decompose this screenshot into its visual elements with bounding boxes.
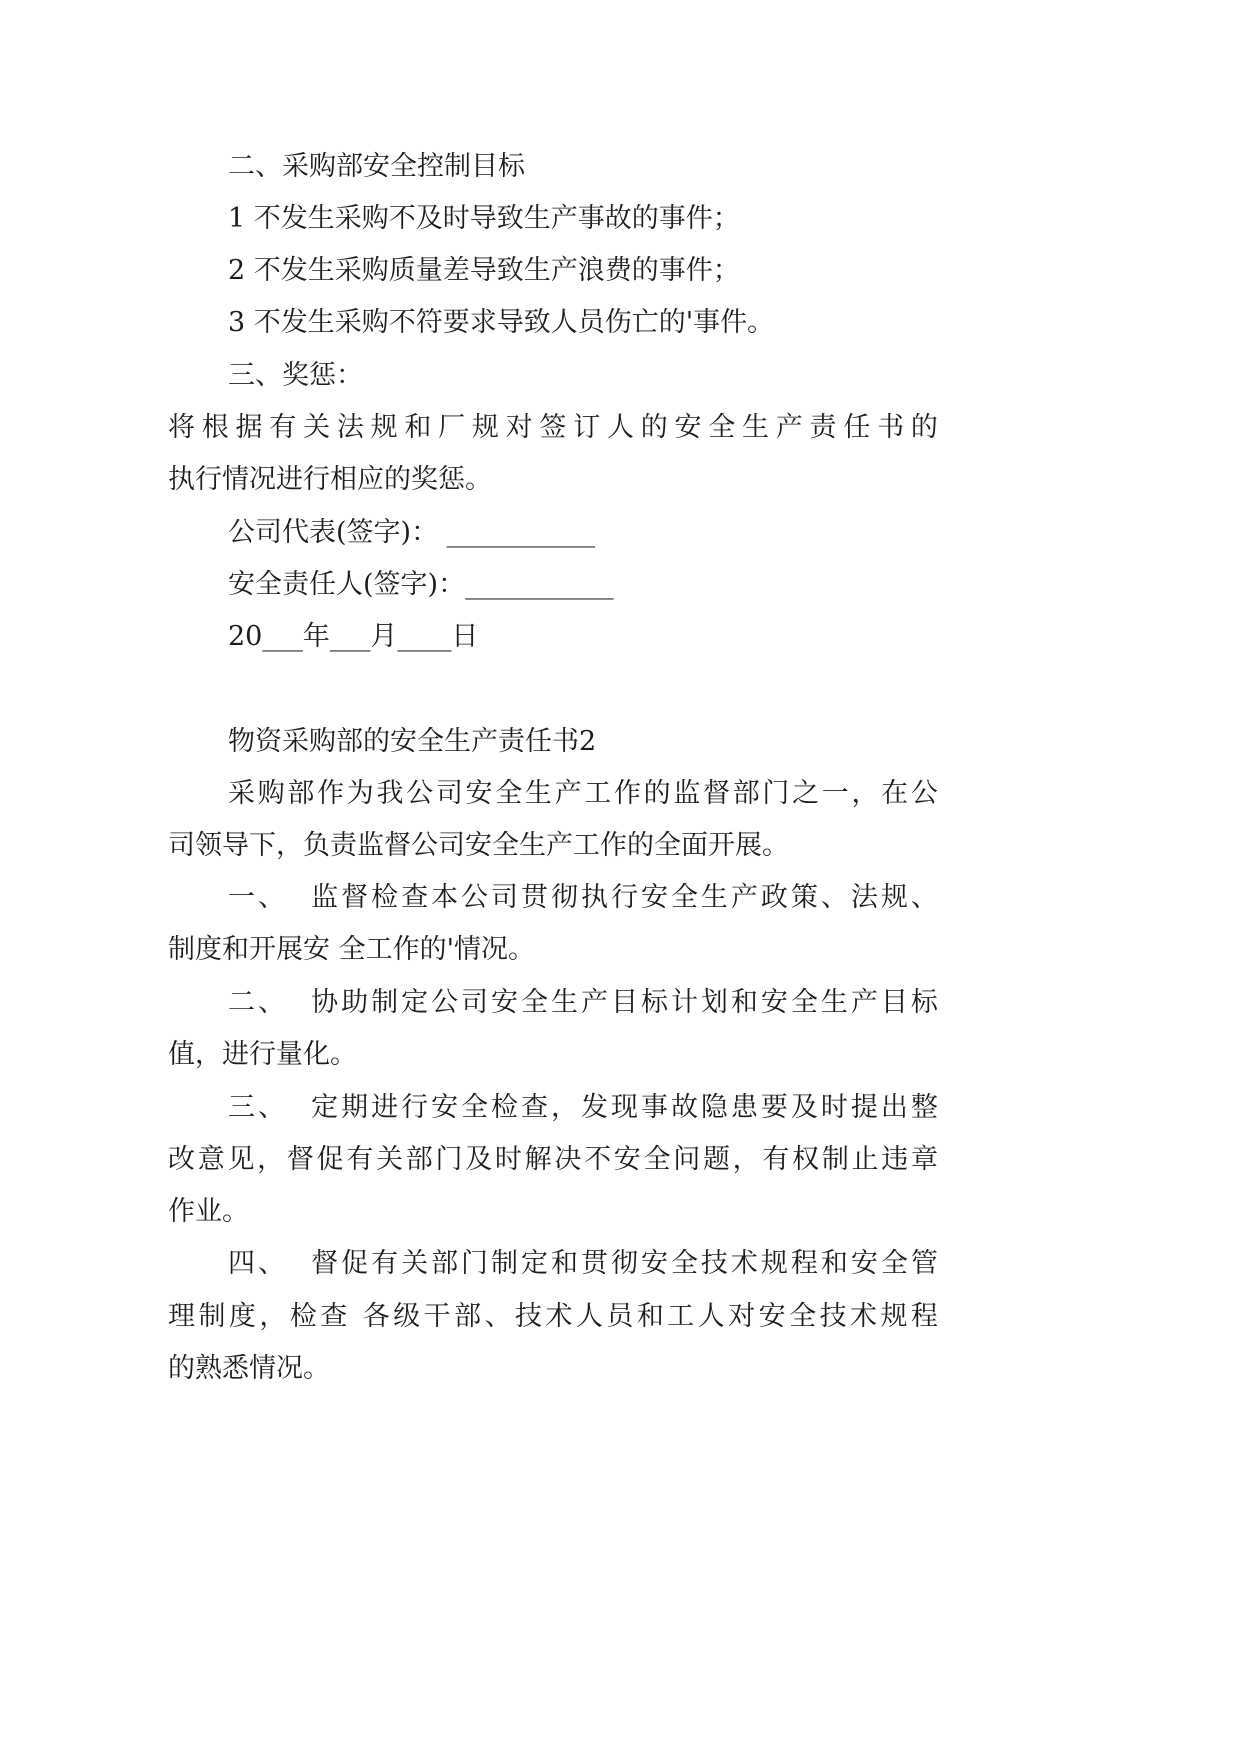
character: 安 bbox=[850, 1248, 878, 1279]
character: 的 bbox=[640, 412, 668, 443]
safety-officer-signature-line: 安全责任人(签字)：___________ bbox=[228, 569, 614, 600]
character: 产 bbox=[850, 987, 878, 1018]
character: 有 bbox=[346, 1144, 374, 1175]
character bbox=[288, 1246, 297, 1282]
character: ， bbox=[732, 1144, 760, 1175]
character: 安 bbox=[431, 1092, 459, 1123]
character: ， bbox=[551, 1092, 578, 1123]
character: 督 bbox=[286, 1144, 314, 1175]
character: 意 bbox=[197, 1144, 225, 1175]
character: 部 bbox=[732, 778, 760, 809]
character: 、 bbox=[257, 1248, 285, 1279]
character: 生 bbox=[820, 987, 848, 1018]
goal-item: 3 不发生采购不符要求导致人员伤亡的'事件。 bbox=[228, 307, 775, 338]
character: 产 bbox=[580, 987, 608, 1018]
character: 公 bbox=[431, 987, 459, 1018]
duty-item-line bbox=[228, 985, 938, 1021]
character: 规 bbox=[471, 412, 499, 443]
character: 部 bbox=[287, 778, 315, 809]
character: 监 bbox=[311, 882, 339, 913]
character bbox=[300, 1090, 309, 1126]
duty-item-line bbox=[228, 1246, 938, 1282]
character bbox=[288, 985, 297, 1021]
character: 执 bbox=[580, 882, 608, 913]
character: 进 bbox=[371, 1092, 399, 1123]
character: 期 bbox=[341, 1092, 369, 1123]
character: 题 bbox=[702, 1144, 730, 1175]
character bbox=[300, 880, 309, 916]
character: 全 bbox=[521, 987, 549, 1018]
character: 作 bbox=[613, 778, 641, 809]
character: 程 bbox=[790, 1248, 818, 1279]
character: 员 bbox=[606, 1301, 634, 1332]
character: 关 bbox=[401, 1248, 429, 1279]
character: 三 bbox=[228, 1092, 255, 1123]
character bbox=[300, 1246, 309, 1282]
character: 公 bbox=[406, 778, 434, 809]
character: 全 bbox=[790, 987, 818, 1018]
character: 标 bbox=[640, 987, 668, 1018]
character: 安 bbox=[674, 412, 702, 443]
character: 术 bbox=[730, 1248, 758, 1279]
character: 全 bbox=[461, 1092, 489, 1123]
duty-item-line bbox=[228, 880, 938, 916]
character: 作 bbox=[317, 778, 345, 809]
company-representative-signature-line: 公司代表(签字)： ___________ bbox=[228, 517, 596, 548]
character: 人 bbox=[575, 1301, 603, 1332]
character: 提 bbox=[850, 1092, 878, 1123]
character: 法 bbox=[850, 882, 878, 913]
character: 及 bbox=[465, 1144, 493, 1175]
duty-item-line bbox=[228, 1090, 938, 1126]
character: 一 bbox=[821, 778, 849, 809]
character: 促 bbox=[316, 1144, 344, 1175]
character: 司 bbox=[461, 987, 489, 1018]
character: 全 bbox=[495, 778, 523, 809]
character: 规 bbox=[880, 882, 908, 913]
character bbox=[300, 985, 309, 1021]
character: 对 bbox=[505, 412, 533, 443]
character: 、 bbox=[257, 987, 285, 1018]
character: 检 bbox=[371, 882, 399, 913]
character: 和 bbox=[404, 412, 432, 443]
character: 根 bbox=[201, 412, 229, 443]
character: 检 bbox=[289, 1301, 317, 1332]
character: 督 bbox=[703, 778, 730, 809]
character: 促 bbox=[341, 1248, 369, 1279]
paragraph-line: 执行情况进行相应的奖惩。 bbox=[168, 464, 492, 495]
character: 检 bbox=[491, 1092, 519, 1123]
character: 厂 bbox=[438, 412, 466, 443]
character: 目 bbox=[610, 987, 638, 1018]
character: 贯 bbox=[521, 882, 549, 913]
character: 监 bbox=[673, 778, 701, 809]
character: 门 bbox=[762, 778, 790, 809]
character: 责 bbox=[809, 412, 837, 443]
character: 关 bbox=[303, 412, 331, 443]
character: 任 bbox=[843, 412, 871, 443]
character: 彻 bbox=[610, 1248, 638, 1279]
character: 安 bbox=[613, 1144, 641, 1175]
character: 、 bbox=[257, 882, 285, 913]
character: 有 bbox=[269, 412, 297, 443]
character: 理 bbox=[168, 1301, 195, 1332]
character: 全 bbox=[670, 1248, 698, 1279]
character: 产 bbox=[730, 882, 758, 913]
character: 公 bbox=[910, 778, 938, 809]
character: 书 bbox=[877, 412, 905, 443]
character: 和 bbox=[636, 1301, 664, 1332]
character: 规 bbox=[760, 1248, 788, 1279]
character: 、 bbox=[820, 882, 848, 913]
character: 时 bbox=[820, 1092, 848, 1123]
character: 助 bbox=[341, 987, 369, 1018]
character: 权 bbox=[792, 1144, 820, 1175]
character: 安 bbox=[465, 778, 493, 809]
character: 和 bbox=[820, 1248, 848, 1279]
document-title: 物资采购部的安全生产责任书2 bbox=[228, 726, 597, 757]
character: 患 bbox=[730, 1092, 758, 1123]
character: 定 bbox=[401, 987, 429, 1018]
character: 全 bbox=[789, 1301, 817, 1332]
character: 一 bbox=[228, 882, 255, 913]
character: 、 bbox=[910, 882, 938, 913]
character: 程 bbox=[910, 1301, 938, 1332]
paragraph-line: 司领导下，负责监督公司安全生产工作的全面开展。 bbox=[168, 830, 789, 861]
character: 全 bbox=[670, 882, 698, 913]
character: 止 bbox=[851, 1144, 879, 1175]
duty-item-line: 制度和开展安 全工作的'情况。 bbox=[168, 934, 536, 965]
character: 司 bbox=[491, 882, 519, 913]
character: 部 bbox=[405, 1144, 433, 1175]
character: 安 bbox=[758, 1301, 786, 1332]
character: 查 bbox=[401, 882, 429, 913]
character: 本 bbox=[431, 882, 459, 913]
character: 购 bbox=[257, 778, 285, 809]
character: 制 bbox=[198, 1301, 226, 1332]
character: 全 bbox=[708, 412, 736, 443]
character: 事 bbox=[640, 1092, 668, 1123]
character: 彻 bbox=[551, 882, 578, 913]
character: 发 bbox=[580, 1092, 608, 1123]
character: 时 bbox=[494, 1144, 522, 1175]
character: 门 bbox=[461, 1248, 489, 1279]
character: 协 bbox=[311, 987, 339, 1018]
goal-item: 2 不发生采购质量差导致生产浪费的事件； bbox=[228, 255, 740, 286]
character: 查 bbox=[521, 1092, 549, 1123]
character: 在 bbox=[881, 778, 909, 809]
character: 全 bbox=[643, 1144, 671, 1175]
character: 产 bbox=[554, 778, 582, 809]
character: 隐 bbox=[700, 1092, 728, 1123]
duty-item-line bbox=[168, 1142, 938, 1178]
character: 、 bbox=[484, 1301, 512, 1332]
character: 划 bbox=[700, 987, 728, 1018]
character: 规 bbox=[370, 412, 398, 443]
character: 和 bbox=[551, 1248, 578, 1279]
character bbox=[288, 1090, 297, 1126]
paragraph-line bbox=[228, 776, 938, 812]
character: 四 bbox=[228, 1248, 255, 1279]
character: 督 bbox=[341, 882, 369, 913]
character: 的 bbox=[910, 412, 938, 443]
date-line: 20___年___月____日 bbox=[228, 621, 479, 652]
duty-item-line: 的熟悉情况。 bbox=[168, 1353, 330, 1384]
character: 有 bbox=[762, 1144, 790, 1175]
character: 规 bbox=[880, 1301, 908, 1332]
section-heading: 三、奖惩： bbox=[228, 360, 363, 391]
character: 度 bbox=[228, 1301, 256, 1332]
character bbox=[288, 880, 297, 916]
character: ， bbox=[851, 778, 879, 809]
character: 管 bbox=[910, 1248, 938, 1279]
goal-item: 1 不发生采购不及时导致生产事故的事件； bbox=[228, 203, 740, 234]
character: 干 bbox=[423, 1301, 451, 1332]
character: 违 bbox=[881, 1144, 909, 1175]
character: 术 bbox=[850, 1301, 878, 1332]
character: 行 bbox=[401, 1092, 429, 1123]
character: 级 bbox=[393, 1301, 421, 1332]
character: 策 bbox=[790, 882, 818, 913]
character: 出 bbox=[880, 1092, 908, 1123]
character: 改 bbox=[168, 1144, 195, 1175]
character: 各 bbox=[362, 1301, 390, 1332]
character: 安 bbox=[760, 987, 788, 1018]
character: 制 bbox=[371, 987, 399, 1018]
character: 决 bbox=[554, 1144, 582, 1175]
character: 整 bbox=[910, 1092, 938, 1123]
character: 查 bbox=[320, 1301, 348, 1332]
character: 生 bbox=[742, 412, 770, 443]
character: ， bbox=[257, 1144, 285, 1175]
character: 工 bbox=[667, 1301, 695, 1332]
duty-item-line: 值，进行量化。 bbox=[168, 1039, 357, 1070]
character: 标 bbox=[910, 987, 938, 1018]
character: 部 bbox=[454, 1301, 482, 1332]
character: 安 bbox=[491, 987, 519, 1018]
character: 技 bbox=[700, 1248, 728, 1279]
character: 见 bbox=[227, 1144, 255, 1175]
character: 不 bbox=[584, 1144, 612, 1175]
paragraph-line bbox=[168, 410, 938, 446]
character: 工 bbox=[584, 778, 612, 809]
character: 全 bbox=[880, 1248, 908, 1279]
character: 司 bbox=[435, 778, 463, 809]
character: 政 bbox=[760, 882, 788, 913]
character: 的 bbox=[643, 778, 671, 809]
character: 现 bbox=[610, 1092, 638, 1123]
character: 我 bbox=[376, 778, 404, 809]
character: 关 bbox=[376, 1144, 404, 1175]
character: ， bbox=[259, 1301, 287, 1332]
character: 部 bbox=[431, 1248, 459, 1279]
character: 对 bbox=[728, 1301, 756, 1332]
duty-item-line bbox=[168, 1299, 938, 1335]
character: 故 bbox=[670, 1092, 698, 1123]
character: 制 bbox=[821, 1144, 849, 1175]
character: 生 bbox=[700, 882, 728, 913]
character: 制 bbox=[491, 1248, 519, 1279]
character: 法 bbox=[336, 412, 364, 443]
duty-item-line: 作业。 bbox=[168, 1196, 249, 1227]
character: 解 bbox=[524, 1144, 552, 1175]
character: 为 bbox=[346, 778, 374, 809]
character: 章 bbox=[910, 1144, 938, 1175]
character: 人 bbox=[606, 412, 634, 443]
character: 产 bbox=[775, 412, 803, 443]
character bbox=[351, 1299, 360, 1335]
character: 技 bbox=[819, 1301, 847, 1332]
character: 要 bbox=[760, 1092, 788, 1123]
character: 定 bbox=[521, 1248, 549, 1279]
character: 公 bbox=[461, 882, 489, 913]
character: 二 bbox=[228, 987, 255, 1018]
character: 有 bbox=[371, 1248, 399, 1279]
character: 督 bbox=[311, 1248, 339, 1279]
character: 签 bbox=[539, 412, 567, 443]
character: 贯 bbox=[580, 1248, 608, 1279]
character: 安 bbox=[640, 1248, 668, 1279]
character: 行 bbox=[610, 882, 638, 913]
section-heading: 二、采购部安全控制目标 bbox=[228, 151, 525, 182]
character: 计 bbox=[670, 987, 698, 1018]
character: 人 bbox=[697, 1301, 725, 1332]
character: 之 bbox=[792, 778, 820, 809]
character: 术 bbox=[545, 1301, 573, 1332]
character: 生 bbox=[524, 778, 552, 809]
character: 目 bbox=[880, 987, 908, 1018]
character: 及 bbox=[790, 1092, 818, 1123]
character: 采 bbox=[228, 778, 255, 809]
character: 技 bbox=[515, 1301, 543, 1332]
character: 问 bbox=[673, 1144, 701, 1175]
character: 安 bbox=[640, 882, 668, 913]
character: 定 bbox=[311, 1092, 339, 1123]
character: 、 bbox=[257, 1092, 285, 1123]
character: 生 bbox=[551, 987, 578, 1018]
character: 和 bbox=[730, 987, 758, 1018]
character: 门 bbox=[435, 1144, 463, 1175]
character: 据 bbox=[235, 412, 263, 443]
character: 订 bbox=[573, 412, 601, 443]
character: 将 bbox=[168, 412, 195, 443]
